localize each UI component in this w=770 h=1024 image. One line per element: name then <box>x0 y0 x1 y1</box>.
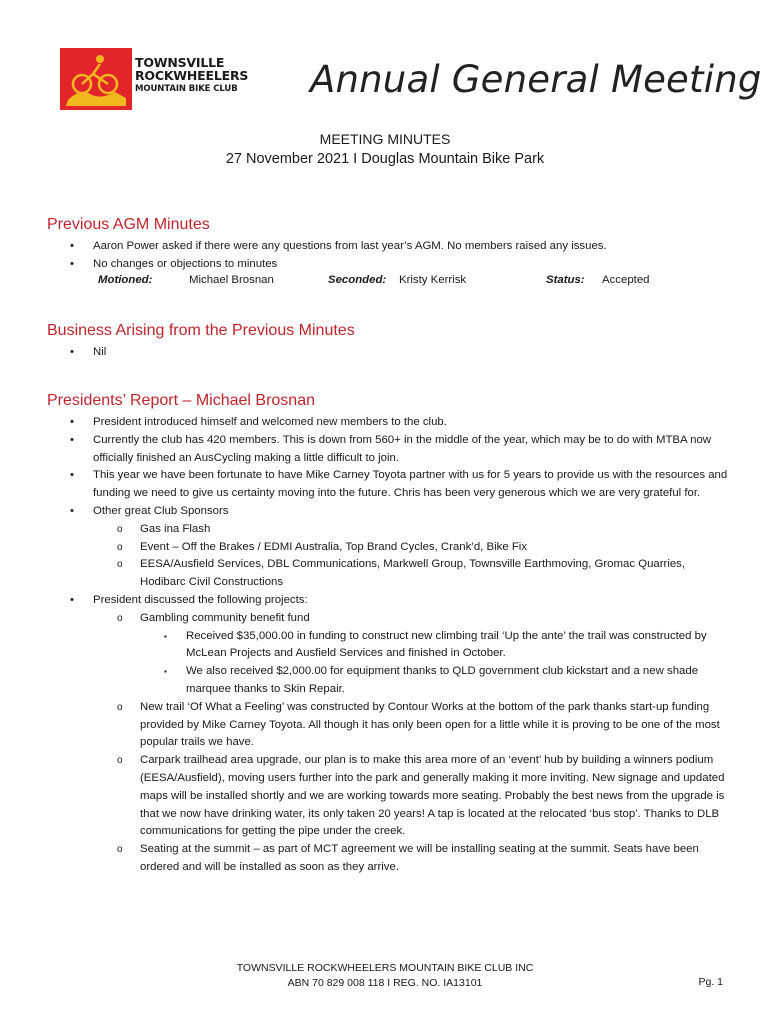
page-number: Pg. 1 <box>698 976 723 988</box>
previous-agm-list <box>70 238 730 274</box>
square-bullet-icon: ▪ <box>164 667 167 677</box>
bullet-icon: • <box>70 240 74 252</box>
circle-bullet-icon: o <box>117 755 123 767</box>
footer-registration: ABN 70 829 008 118 I REG. NO. IA13101 <box>287 977 483 989</box>
bullet-icon: • <box>70 504 74 517</box>
list-item: o EESA/Ausfield Services, DBL Communications, Markwell Group, Townsville Earthmoving, Gromac Quarries, Hodibarc Civil Constructions <box>117 558 686 589</box>
footer-org-name: TOWNSVILLE ROCKWHEELERS MOUNTAIN BIKE CLUB INC <box>236 962 534 974</box>
sponsors-list <box>93 521 730 592</box>
section-heading-previous-agm: Previous AGM Minutes <box>47 216 210 233</box>
presidents-report-list <box>70 414 730 877</box>
list-item: • Other great Club Sponsors o Gas ina Flash o Event – Off the Brakes / EDMI Australia, Top Brand Cycles, Crank’d, Bike Fix o EESA/Ausfield Services, DBL Communications, Markwell Group, Townsville Earthmoving, Gromac Quarries, Hodibarc Civil Constructions <box>70 503 730 592</box>
circle-bullet-icon: o <box>117 541 123 553</box>
mountain-biker-logo-icon <box>60 48 132 110</box>
list-item: o Carpark trailhead area upgrade, our plan is to make this area more of an ‘event’ hub by building a winners podium (EESA/Ausfield), moving users further into the park and generally making it more inviting. New signage and updated maps will be installed shortly and we are working towards more seating. Probably the best news from the upgrade is that we now have drinking water, its only taken 20 years! A tap is located at the relocated ‘bus stop’. Thanks to DLB communications for getting the pipe under the creek. <box>117 754 725 838</box>
list-item: o Gambling community benefit fund ▪ Received $35,000.00 in funding to construct new climbing trail ‘Up the ante’ the trail was constructed by McLean Projects and Ausfield Services and finished in October. ▪ We also received $2,000.00 for equipment thanks to QLD government club kickstart and a new shade marquee thanks to Skin Repair. <box>117 610 730 699</box>
list-item: • President introduced himself and welcomed new members to the club. <box>70 414 730 432</box>
status-label: Status: <box>546 274 585 286</box>
list-item: • Nil <box>70 344 730 362</box>
list-item: o Seating at the summit – as part of MCT agreement we will be installing seating at the summit. Seats have been ordered and will be installed as soon as they arrive. <box>117 843 699 873</box>
document-title: Annual General Meeting <box>310 58 762 101</box>
list-item: • No changes or objections to minutes <box>70 256 730 274</box>
circle-bullet-icon: o <box>117 612 123 624</box>
bullet-icon: • <box>70 346 74 358</box>
business-arising-list <box>70 344 730 362</box>
list-item: o Gas ina Flash <box>117 521 730 539</box>
circle-bullet-icon: o <box>117 559 123 571</box>
bullet-icon: • <box>70 433 74 446</box>
square-bullet-icon: ▪ <box>164 631 167 641</box>
list-item: ▪ Received $35,000.00 in funding to construct new climbing trail ‘Up the ante’ the trail was constructed by McLean Projects and Ausfield Services and finished in October. <box>164 629 707 660</box>
list-item: o New trail ‘Of What a Feeling’ was constructed by Contour Works at the bottom of the park thanks start-up funding provided by Mike Carney Toyota. All though it has only been open for a little while it is proving to be one of the most popular trails we have. <box>117 700 720 749</box>
logo-line-2: ROCKWHEELERS <box>135 68 249 83</box>
bullet-icon: • <box>70 593 74 606</box>
list-item: • Currently the club has 420 members. This is down from 560+ in the middle of the year, which may be to do with MTBA now officially finished an AusCycling making a little difficult to join. <box>70 433 712 464</box>
list-item: • This year we have been fortunate to have Mike Carney Toyota partner with us for 5 years to provide us with the resources and funding we need to give us certainty moving into the future. Chris has been very generous which we are very grateful for. <box>70 469 728 500</box>
club-logo-text <box>135 56 248 96</box>
list-item: o Event – Off the Brakes / EDMI Australia, Top Brand Cycles, Crank’d, Bike Fix <box>117 539 730 557</box>
logo-line-1: TOWNSVILLE <box>135 55 225 70</box>
list-item: • Aaron Power asked if there were any questions from last year’s AGM. No members raised any issues. <box>70 238 730 256</box>
fund-details-list <box>140 628 730 699</box>
list-item: • President discussed the following projects: o Gambling community benefit fund ▪ Received $35,000.00 in funding to construct new climbing trail ‘Up the ante’ the trail was constructed by McLean Projects and Ausfield Services and finished in October. ▪ We also received $2,000.00 for equipment thanks to QLD government club kickstart and a new shade marquee thanks to Skin Repair. o New trail ‘Of What a Feeling’ was constructed by Contour Works at the bottom of the park thanks start-up funding provided by Mike Carney Toyota. All though it has only been open for a little while it is proving to be one of the most popular trails we have. o Carpark trailhead area upgrade, our plan is to make this area more of an ‘event’ hub by building a winners podium (EESA/Ausfield), moving users further into the park and generally making it more inviting. New signage and updated maps will be installed shortly and we are working towards more seating. Probably the best news from the upgrade is that we now have drinking water, its only taken 20 years! A tap is located at the relocated ‘bus stop’. Thanks to DLB communications for getting the pipe under the creek. o Seating at the summit – as part of MCT agreement we will be installing seating at the summit. Seats have been ordered and will be installed as soon as they arrive. <box>70 592 730 877</box>
motioned-label: Motioned: <box>98 274 153 286</box>
circle-bullet-icon: o <box>117 844 123 856</box>
bullet-icon: • <box>70 469 74 482</box>
projects-list <box>93 610 730 877</box>
circle-bullet-icon: o <box>117 523 123 535</box>
logo-line-3: MOUNTAIN BIKE CLUB <box>135 84 238 94</box>
list-item: ▪ We also received $2,000.00 for equipment thanks to QLD government club kickstart and a new shade marquee thanks to Skin Repair. <box>164 665 699 695</box>
seconded-label: Seconded: <box>328 274 387 286</box>
circle-bullet-icon: o <box>117 701 123 713</box>
section-heading-presidents-report: Presidents’ Report – Michael Brosnan <box>47 392 315 409</box>
document-subtitle: MEETING MINUTES <box>319 131 451 147</box>
status-value: Accepted <box>602 274 650 286</box>
bullet-icon: • <box>70 416 74 428</box>
club-logo <box>60 48 249 110</box>
motioned-value: Michael Brosnan <box>189 274 274 286</box>
section-heading-business-arising: Business Arising from the Previous Minutes <box>47 322 355 339</box>
meeting-date-location: 27 November 2021 I Douglas Mountain Bike Park <box>225 151 545 167</box>
seconded-value: Kristy Kerrisk <box>399 274 467 286</box>
bullet-icon: • <box>70 257 74 270</box>
